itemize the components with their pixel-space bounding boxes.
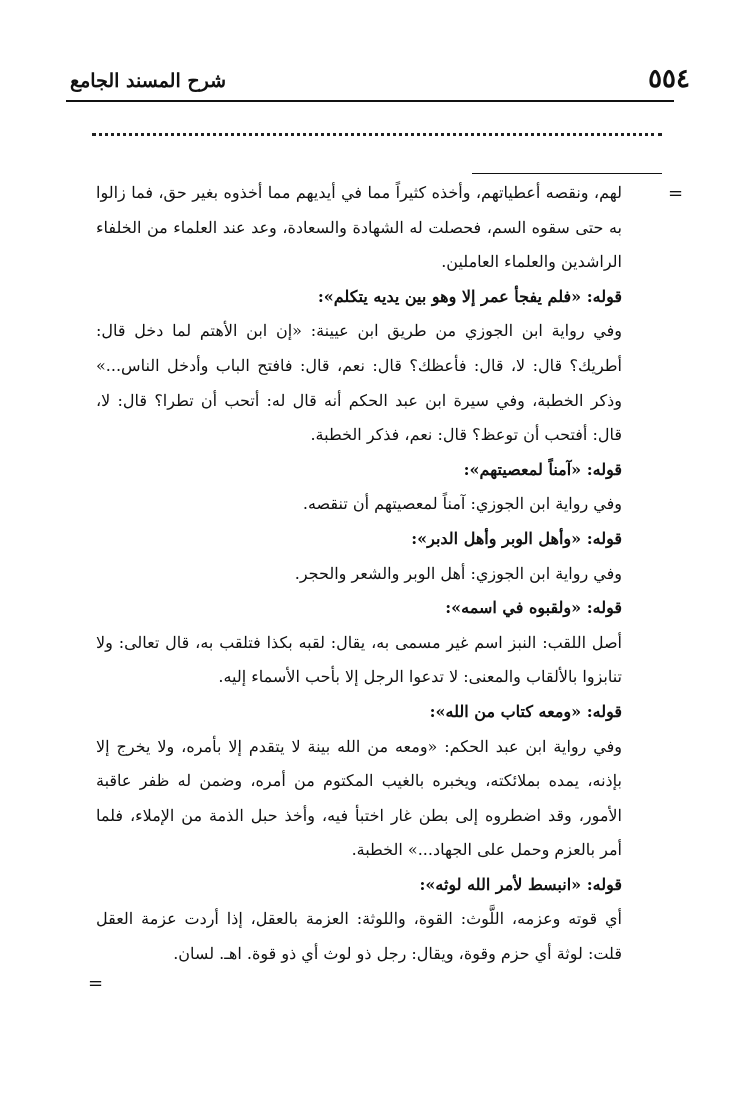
quote-heading: قوله: «ولقبوه في اسمه»:: [445, 598, 622, 618]
quote-heading: قوله: «ومعه كتاب من الله»:: [429, 701, 622, 721]
footnote-body: [96, 176, 622, 972]
continuation-mark-top: =: [668, 183, 684, 204]
header-rule: [66, 100, 674, 102]
paragraph: وفي رواية ابن الجوزي: أهل الوبر والشعر والحجر.: [294, 563, 622, 583]
paragraph: وفي رواية ابن الجوزي من طريق ابن عيينة: «إن ابن الأهتم لما دخل قال: أطريك؟ قال: لا، قال: فأعظك؟ قال: نعم، قال: فافتح الباب وأدخل الناس...» وذكر الخطبة، وفي سيرة ابن عبد الحكم أنه قال له: أتحب أن تطرا؟ قال: لا، قال: أفتحب أن توعظ؟ قال: نعم، فذكر الخطبة.: [96, 321, 623, 445]
paragraph: أي قوته وعزمه، اللَّوث: القوة، واللوثة: العزمة بالعقل، إذا أردت عزمة العقل قلت: لوثة أي حزم وقوة، ويقال: رجل ذو لوث أي ذو قوة. اهـ. لسان.: [96, 909, 622, 964]
dotted-separator: [92, 133, 662, 136]
quote-heading: قوله: «فلم يفجأ عمر إلا وهو بين يديه يتكلم»:: [317, 286, 622, 306]
paragraph: وفي رواية ابن عبد الحكم: «ومعه من الله بينة لا يتقدم إلا بأمره، ولا يخرج إلا بإذنه، يمده بملائكته، ويخبره بالغيب المكتوم من أمره، وضمن له ظفر عاقبة الأمور، وقد اضطروه إلى بطن غار اختبأ فيه، وأخذ حبل الذمة من الإملاء، فلما أمر بالعزم وحمل على الجهاد...» الخطبة.: [96, 736, 622, 860]
paragraph: لهم، ونقصه أعطياتهم، وأخذه كثيراً مما في أيديهم مما أخذوه بغير حق، فما زالوا به حتى سقوه السم، فحصلت له الشهادة والسعادة، وعد عند العلماء من الخلفاء الراشدين والعلماء العاملين.: [96, 183, 622, 272]
continuation-mark-bottom: =: [88, 973, 104, 994]
running-header-title: شرح المسند الجامع: [70, 70, 227, 92]
paragraph: أصل اللقب: النبز اسم غير مسمى به، يقال: لقبه بكذا فتلقب به، قال تعالى: ولا تنابزوا بالألقاب والمعنى: لا تدعوا الرجل إلا بأحب الأسماء إليه.: [96, 632, 622, 687]
page-number: ٥٥٤: [648, 64, 690, 94]
paragraph: وفي رواية ابن الجوزي: آمناً لمعصيتهم أن تنقصه.: [302, 494, 622, 514]
quote-heading: قوله: «وأهل الوبر وأهل الدبر»:: [411, 528, 622, 548]
quote-heading: قوله: «آمناً لمعصيتهم»:: [463, 459, 622, 479]
quote-heading: قوله: «انبسط لأمر الله لوثه»:: [419, 874, 622, 894]
footnote-rule: [472, 173, 662, 174]
